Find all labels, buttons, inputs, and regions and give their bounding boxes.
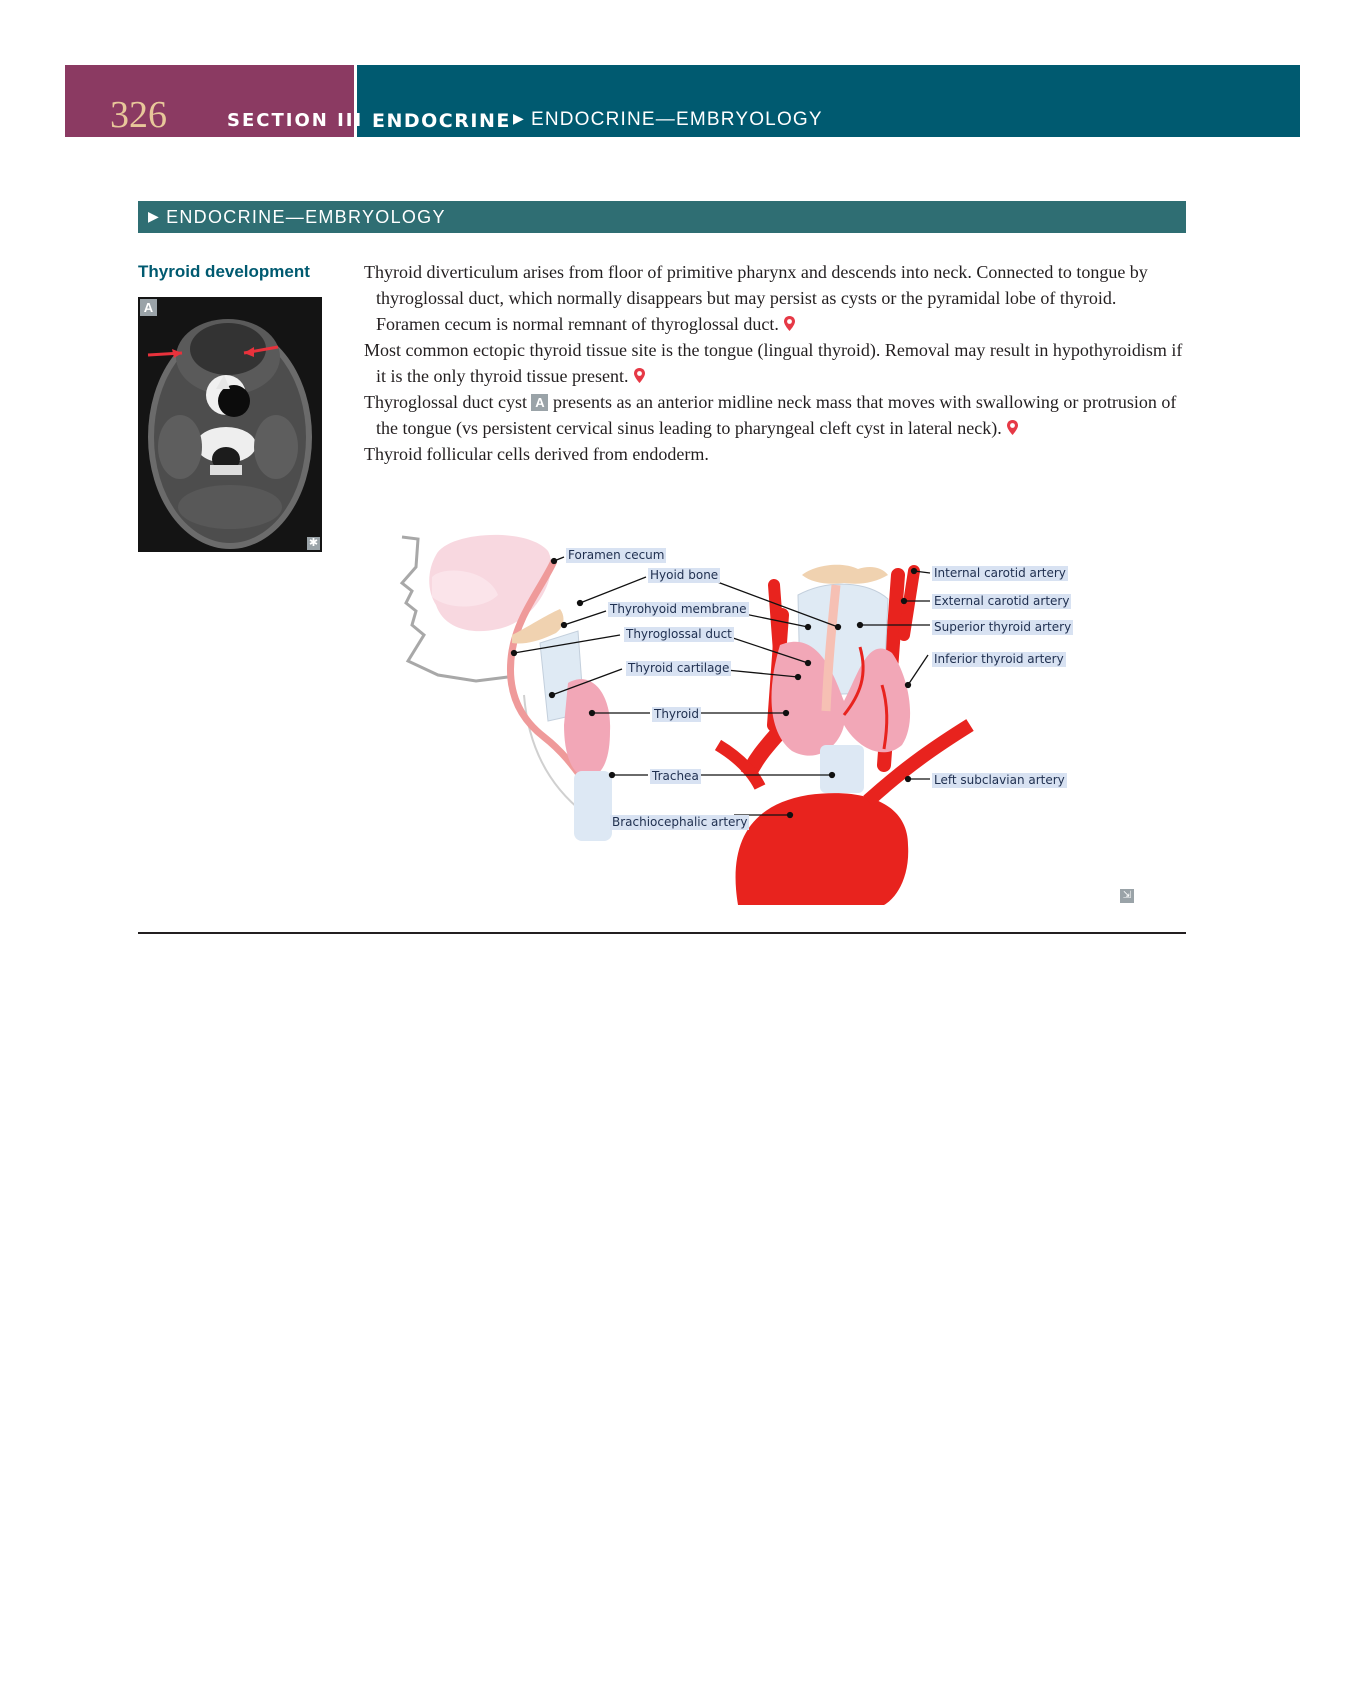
breadcrumb-text: ENDOCRINE—EMBRYOLOGY bbox=[530, 109, 823, 130]
location-pin-icon[interactable] bbox=[633, 367, 646, 384]
label-thyroid: Thyroid bbox=[654, 707, 699, 721]
topic-title: Thyroid development bbox=[138, 262, 310, 281]
label-foramen-cecum: Foramen cecum bbox=[568, 548, 665, 562]
anatomy-illustration bbox=[388, 525, 1148, 905]
image-ref-badge: A bbox=[531, 394, 548, 411]
ct-scan-image bbox=[138, 297, 322, 552]
location-pin-icon[interactable] bbox=[1006, 419, 1019, 436]
label-thyroid-cartilage: Thyroid cartilage bbox=[628, 661, 730, 675]
triangle-right-icon: ▶ bbox=[513, 110, 525, 126]
thyroid-anatomy-diagram bbox=[388, 525, 1148, 905]
paragraph-3: Thyroglossal duct cyst A presents as an anterior midline neck mass that moves with swallowing or protrusion of the tongue (vs persistent cervical sinus leading to pharyngeal cleft cyst in lateral neck). bbox=[364, 392, 1177, 438]
label-inferior-thyroid-artery: Inferior thyroid artery bbox=[934, 652, 1064, 666]
page-number: 326 bbox=[110, 94, 167, 136]
body-text bbox=[364, 259, 1184, 467]
label-internal-carotid-artery: Internal carotid artery bbox=[934, 566, 1066, 580]
breadcrumb bbox=[513, 109, 823, 131]
location-pin-icon[interactable] bbox=[783, 315, 796, 332]
image-credit-icon: ✱ bbox=[308, 537, 319, 549]
label-trachea: Trachea bbox=[652, 769, 699, 783]
paragraph-4: Thyroid follicular cells derived from endoderm. bbox=[364, 444, 709, 464]
ct-scan-graphic bbox=[138, 297, 322, 552]
chapter-label: ENDOCRINE bbox=[372, 110, 511, 132]
label-thyroglossal-duct: Thyroglossal duct bbox=[626, 627, 732, 641]
label-hyoid-bone: Hyoid bone bbox=[650, 568, 719, 582]
label-left-subclavian-artery: Left subclavian artery bbox=[934, 773, 1065, 787]
label-thyrohyoid-membrane: Thyrohyoid membrane bbox=[610, 602, 747, 616]
triangle-right-icon: ▶ bbox=[148, 208, 161, 224]
figure-expand-icon[interactable]: ⇲ bbox=[1120, 889, 1134, 903]
section-divider bbox=[138, 932, 1186, 934]
paragraph-2: Most common ectopic thyroid tissue site is the tongue (lingual thyroid). Removal may result in hypothyroidism if it is the only thyroid tissue present. bbox=[364, 340, 1183, 386]
label-brachiocephalic-artery: Brachiocephalic artery bbox=[612, 815, 748, 829]
paragraph-1: Thyroid diverticulum arises from floor of primitive pharynx and descends into neck. Connected to tongue by thyroglossal duct, which normally disappears but may persist as cysts or the pyramidal lobe of thyroid. Foramen cecum is normal remnant of thyroglossal duct. bbox=[364, 262, 1148, 334]
section-bar-text: ENDOCRINE—EMBRYOLOGY bbox=[166, 207, 446, 227]
section-label: SECTION III bbox=[227, 110, 364, 131]
label-external-carotid-artery: External carotid artery bbox=[934, 594, 1070, 608]
label-superior-thyroid-artery: Superior thyroid artery bbox=[934, 620, 1072, 634]
section-bar-title bbox=[148, 207, 446, 228]
image-label-a: A bbox=[140, 299, 157, 316]
